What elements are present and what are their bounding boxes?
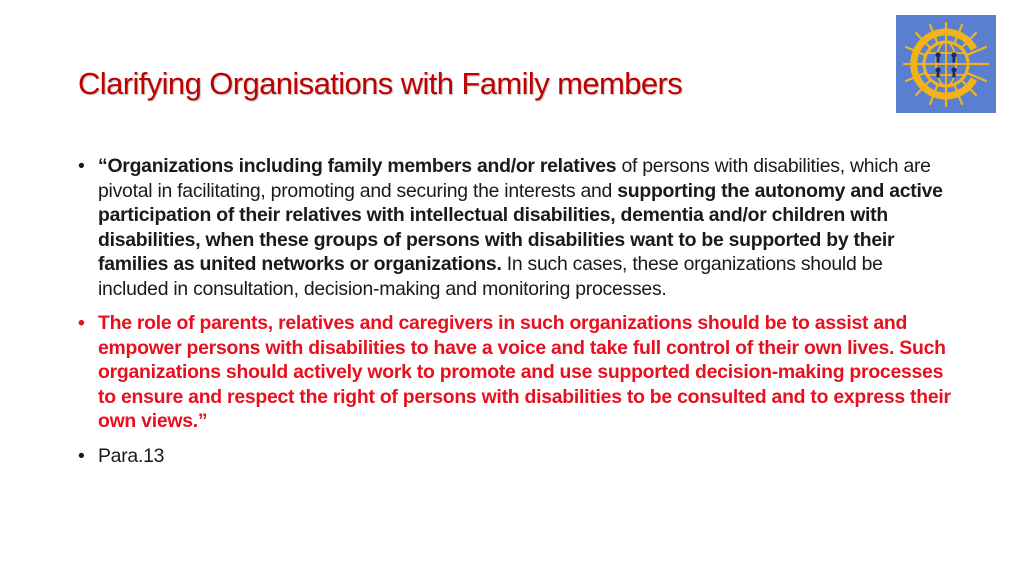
bullet-dot: • — [78, 155, 85, 177]
interests-text: of persons with disabilities, which are pivotal in facilitating, promoting and securing the interests and — [98, 155, 931, 202]
quote-open-bold-text: “Organizations including family members and/or relatives — [98, 155, 617, 177]
slide-title: Clarifying Organisations with Family members — [78, 66, 683, 101]
bullet-item-organizations-definition — [78, 154, 958, 301]
bullet-dot: • — [78, 312, 85, 334]
bullet-list — [78, 154, 958, 478]
commonwealth-emblem-icon — [896, 15, 996, 113]
consultation-text: In such cases, these organizations should be included in consultation, decision-making and monitoring processes. — [98, 253, 883, 300]
bullet-item-paragraph-reference — [78, 444, 958, 469]
autonomy-bold-text: supporting the autonomy and active participation of their relatives with intellectual disabilities, dementia and/or children with disabilities, when these groups of persons with disabilities want to be supported by their families as united networks or organizations. — [98, 179, 943, 275]
bullet-item-role-of-parents — [78, 311, 958, 434]
paragraph-reference-text: Para.13 — [98, 444, 165, 467]
role-of-parents-text: The role of parents, relatives and caregivers in such organizations should be to assist and empower persons with disabilities to have a voice and take full control of their own lives. Such organizations should actively work to promote and use supported decision-making processes to ensure and respect the right of persons with disabilities to be consulted and to express their own views.” — [98, 312, 951, 432]
bullet-dot: • — [78, 444, 85, 467]
